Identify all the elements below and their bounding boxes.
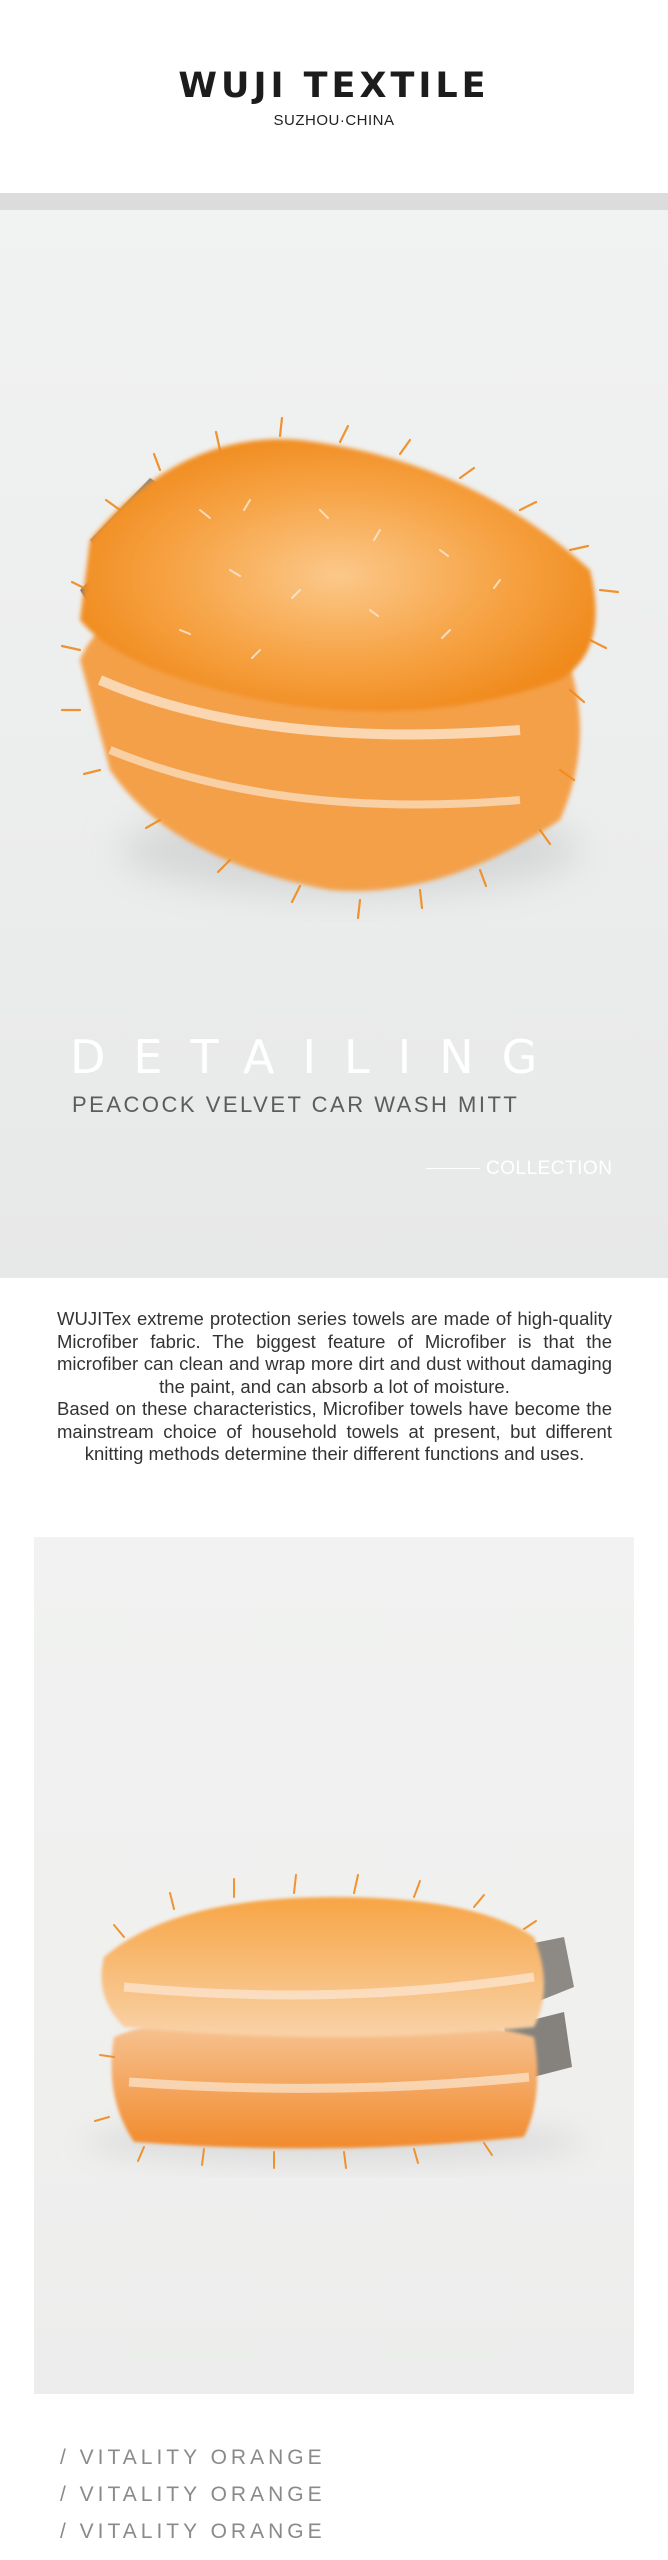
page-header	[0, 0, 668, 193]
collection-label: COLLECTION	[486, 1158, 613, 1179]
stacked-wash-mitts-photo	[34, 1537, 634, 2394]
color-tag: / VITALITY ORANGE	[60, 2446, 326, 2469]
description-paragraph-1: WUJITex extreme protection series towels are made of high-quality Microfiber fabric. The biggest feature of Microfiber is that the microfiber can clean and wrap more dirt and dust without damaging the paint, and can absorb a lot of moisture.	[57, 1308, 612, 1397]
product-photo	[34, 1537, 634, 2394]
divider-band	[0, 193, 668, 210]
hero-title: DETAILING	[70, 1030, 566, 1084]
brand-location: SUZHOU·CHINA	[273, 112, 395, 129]
hero-banner	[0, 210, 668, 1278]
description-paragraph-2: Based on these characteristics, Microfiber towels have become the mainstream choice of household towels at present, but different knitting methods determine their different functions and uses.	[57, 1398, 612, 1464]
color-tag: / VITALITY ORANGE	[60, 2483, 326, 2506]
color-tag: / VITALITY ORANGE	[60, 2520, 326, 2543]
collection-divider-line	[426, 1168, 480, 1169]
hero-subtitle: PEACOCK VELVET CAR WASH MITT	[72, 1092, 520, 1117]
color-tags	[60, 2446, 326, 2557]
product-description	[57, 1308, 612, 1466]
brand-name: WUJI TEXTILE	[178, 66, 490, 106]
